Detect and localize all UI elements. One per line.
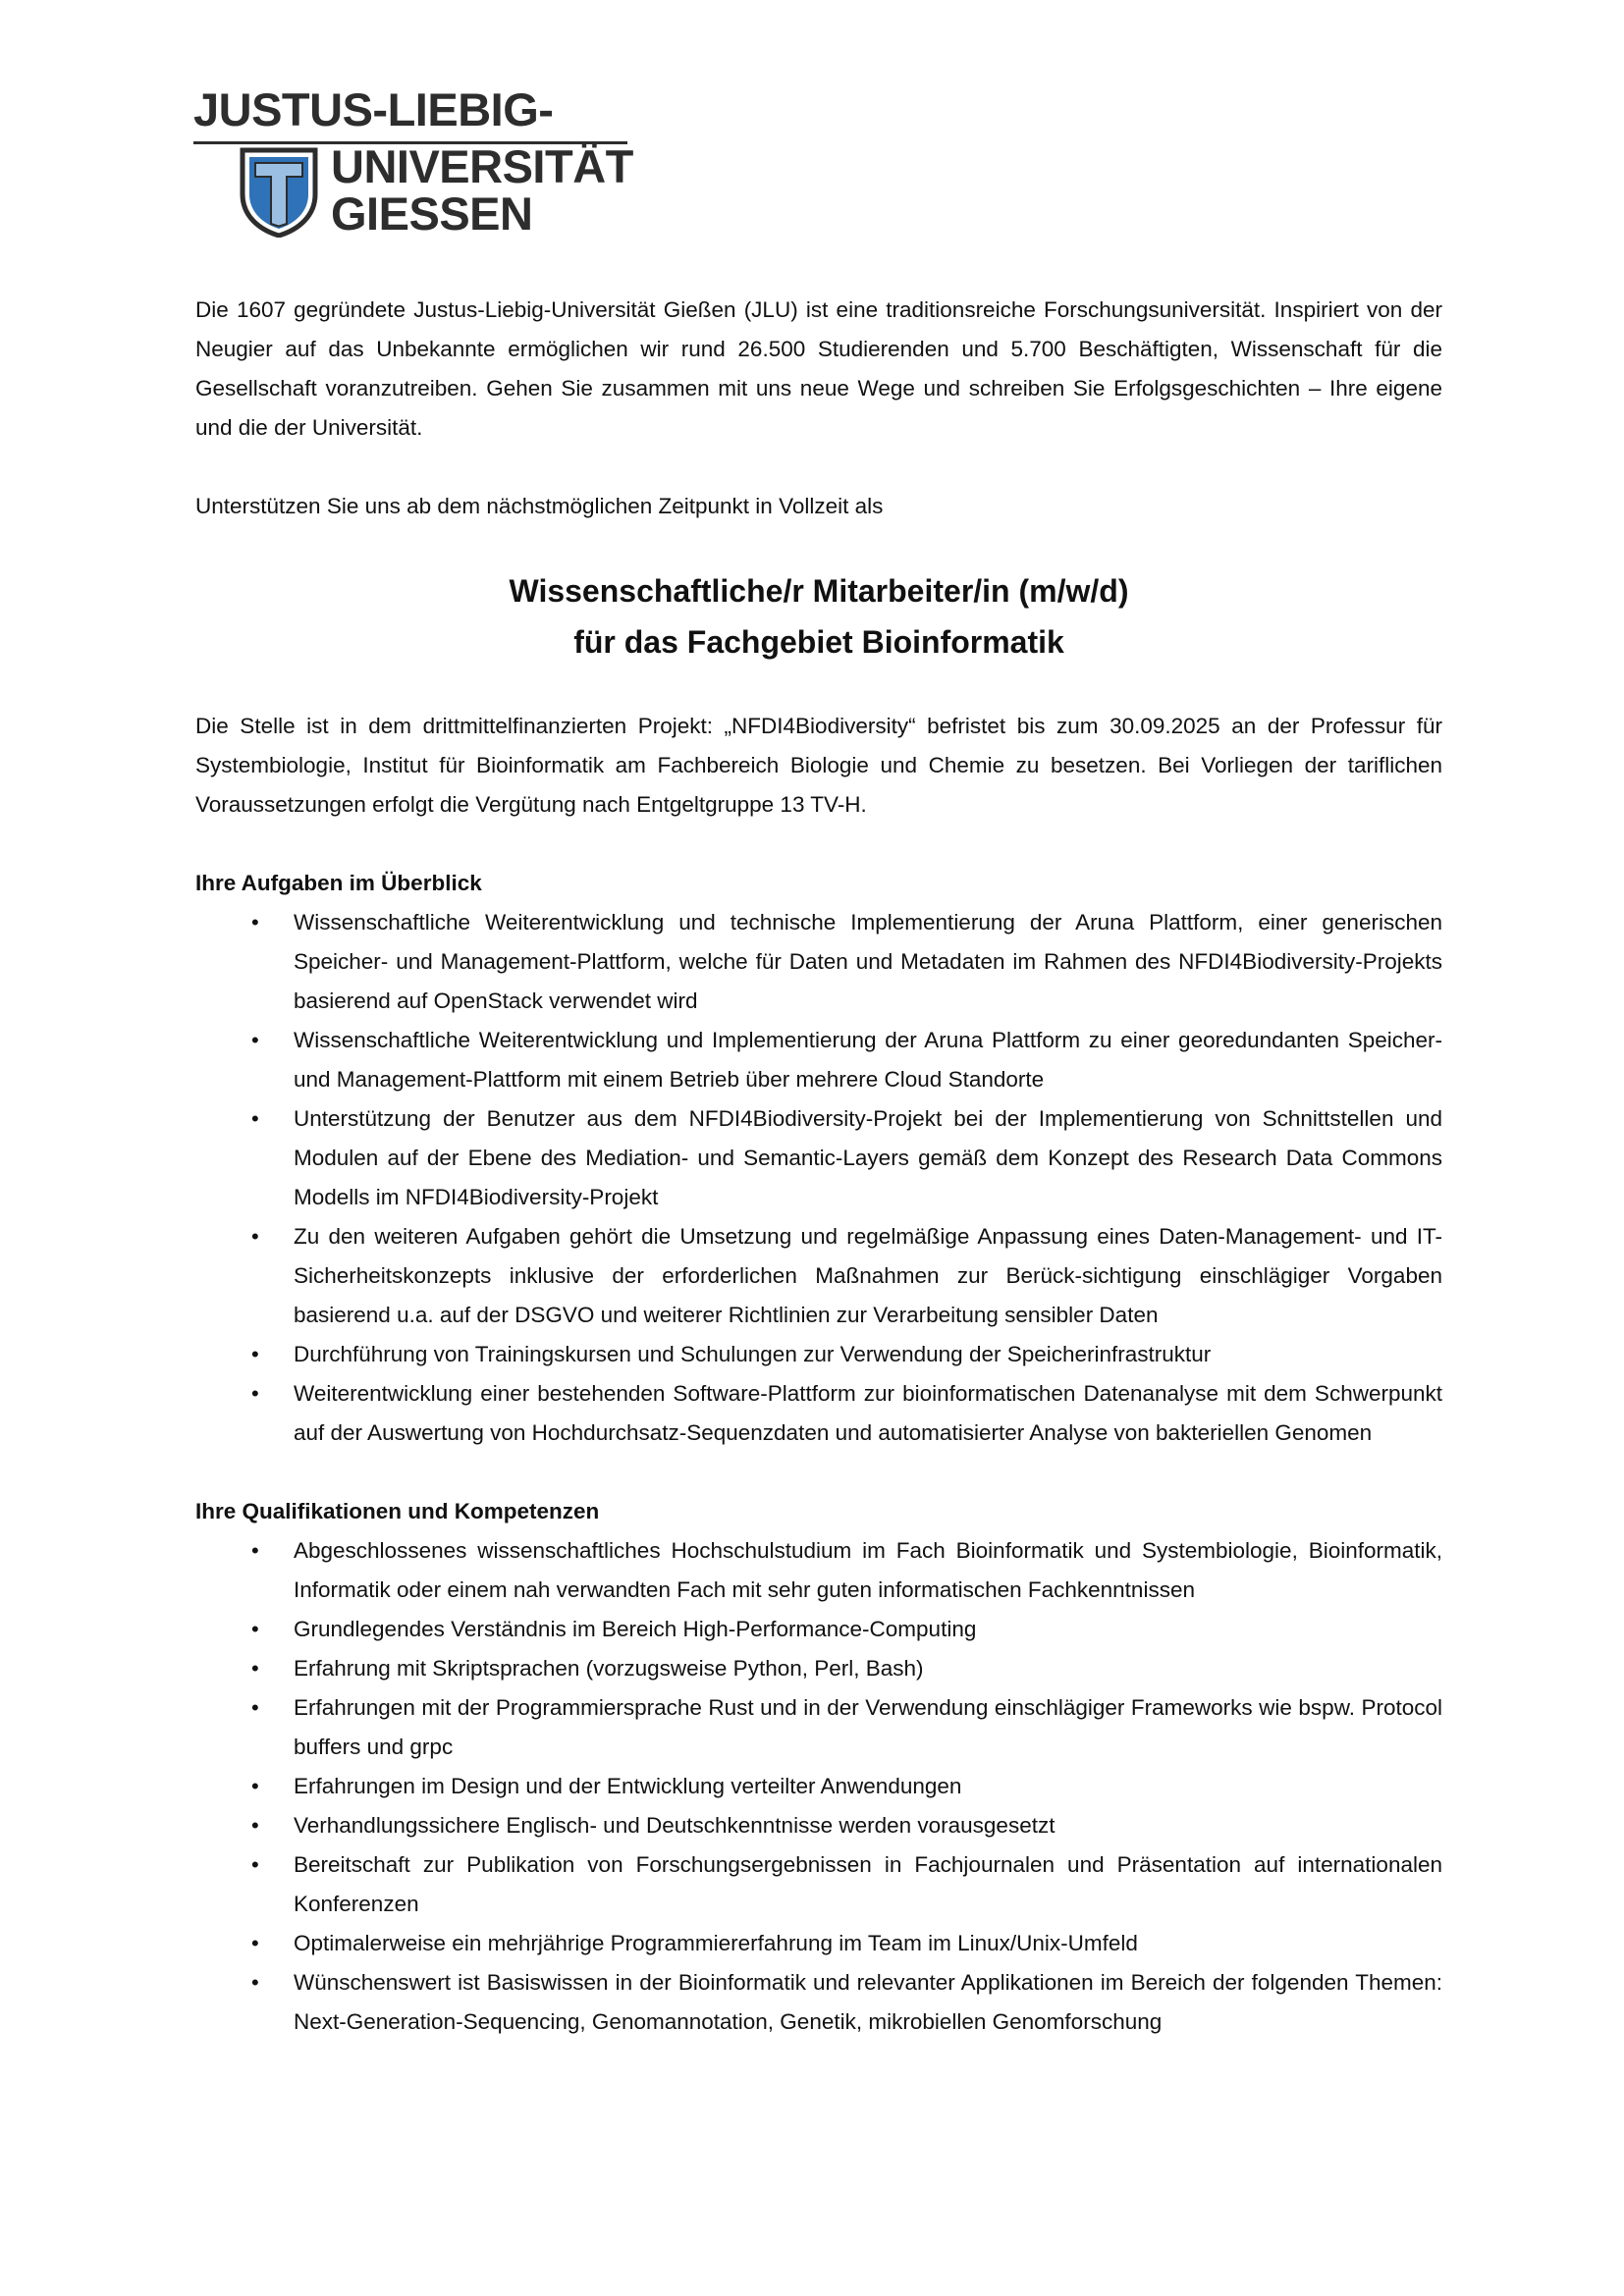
bullet-icon: •	[251, 1342, 259, 1366]
list-item	[195, 903, 1442, 1021]
list-item	[195, 1099, 1442, 1217]
list-item	[195, 1374, 1442, 1453]
logo-line-1: JUSTUS-LIEBIG-	[193, 83, 554, 135]
bullet-icon: •	[251, 1538, 259, 1563]
tasks-heading: Ihre Aufgaben im Überblick	[195, 871, 482, 895]
job-posting-body	[195, 291, 1442, 2042]
list-item	[195, 1806, 1442, 1845]
list-item	[195, 1610, 1442, 1649]
bullet-icon: •	[251, 1028, 259, 1052]
list-item-text: Wünschenswert ist Basiswissen in der Bioinformatik und relevanter Applikationen im Bereich der folgenden Themen: Next-Generation-Sequencing, Genomannotation, Genetik, mikrobiellen Genomforschung	[294, 1970, 1442, 2034]
bullet-icon: •	[251, 1931, 259, 1955]
job-title-line-1: Wissenschaftliche/r Mitarbeiter/in (m/w/d)	[509, 573, 1129, 609]
bullet-icon: •	[251, 1852, 259, 1877]
qualifications-list	[195, 1531, 1442, 2042]
position-details-paragraph: Die Stelle ist in dem drittmittelfinanzierten Projekt: „NFDI4Biodiversity“ befristet bis zum 30.09.2025 an der Professur für Systembiologie, Institut für Bioinformatik am Fachbereich Biologie und Chemie zu besetzen. Bei Vorliegen der tariflichen Voraussetzungen erfolgt die Vergütung nach Entgeltgruppe 13 TV-H.	[195, 714, 1442, 817]
list-item	[195, 1021, 1442, 1099]
job-title	[195, 565, 1442, 667]
bullet-icon: •	[251, 1656, 259, 1681]
list-item-text: Verhandlungssichere Englisch- und Deutschkenntnisse werden vorausgesetzt	[294, 1813, 1056, 1838]
tasks-list	[195, 903, 1442, 1453]
list-item-text: Bereitschaft zur Publikation von Forschungsergebnissen in Fachjournalen und Präsentation auf internationalen Konferenzen	[294, 1852, 1442, 1916]
job-title-line-2: für das Fachgebiet Bioinformatik	[573, 624, 1064, 660]
list-item	[195, 1649, 1442, 1688]
list-item-text: Unterstützung der Benutzer aus dem NFDI4Biodiversity-Projekt bei der Implementierung von Schnittstellen und Modulen auf der Ebene des Mediation- und Semantic-Layers gemäß dem Konzept des Research Data Commons Modells im NFDI4Biodiversity-Projekt	[294, 1106, 1442, 1209]
list-item-text: Erfahrung mit Skriptsprachen (vorzugsweise Python, Perl, Bash)	[294, 1656, 924, 1681]
list-item	[195, 1217, 1442, 1335]
university-logo	[193, 84, 635, 251]
bullet-icon: •	[251, 1617, 259, 1641]
bullet-icon: •	[251, 1224, 259, 1249]
support-sentence: Unterstützen Sie uns ab dem nächstmöglichen Zeitpunkt in Vollzeit als	[195, 494, 884, 518]
list-item-text: Durchführung von Trainingskursen und Schulungen zur Verwendung der Speicherinfrastruktur	[294, 1342, 1212, 1366]
logo-line-3: GIESSEN	[331, 187, 533, 240]
list-item	[195, 1767, 1442, 1806]
list-item-text: Abgeschlossenes wissenschaftliches Hochschulstudium im Fach Bioinformatik und Systembiologie, Bioinformatik, Informatik oder einem nah verwandten Fach mit sehr guten informatischen Fachkenntnissen	[294, 1538, 1442, 1602]
list-item-text: Erfahrungen mit der Programmiersprache Rust und in der Verwendung einschlägiger Frameworks wie bspw. Protocol buffers und grpc	[294, 1695, 1442, 1759]
intro-paragraph: Die 1607 gegründete Justus-Liebig-Universität Gießen (JLU) ist eine traditionsreiche Forschungsuniversität. Inspiriert von der Neugier auf das Unbekannte ermöglichen wir rund 26.500 Studierenden und 5.700 Beschäftigten, Wissenschaft für die Gesellschaft voranzutreiben. Gehen Sie zusammen mit uns neue Wege und schreiben Sie Erfolgsgeschichten – Ihre eigene und die der Universität.	[195, 297, 1442, 440]
list-item	[195, 1335, 1442, 1374]
list-item-text: Wissenschaftliche Weiterentwicklung und technische Implementierung der Aruna Plattform, einer generischen Speicher- und Management-Plattform, welche für Daten und Metadaten im Rahmen des NFDI4Biodiversity-Projekts basierend auf OpenStack verwendet wird	[294, 910, 1442, 1013]
list-item	[195, 1924, 1442, 1963]
qualifications-heading: Ihre Qualifikationen und Kompetenzen	[195, 1499, 600, 1523]
bullet-icon: •	[251, 1695, 259, 1720]
bullet-icon: •	[251, 1774, 259, 1798]
list-item	[195, 1963, 1442, 2042]
list-item	[195, 1845, 1442, 1924]
shield-icon	[240, 147, 318, 238]
list-item-text: Wissenschaftliche Weiterentwicklung und Implementierung der Aruna Plattform zu einer georedundanten Speicher- und Management-Plattform mit einem Betrieb über mehrere Cloud Standorte	[294, 1028, 1442, 1092]
logo-line-2: UNIVERSITÄT	[331, 140, 633, 192]
list-item-text: Optimalerweise ein mehrjährige Programmiererfahrung im Team im Linux/Unix-Umfeld	[294, 1931, 1138, 1955]
bullet-icon: •	[251, 1381, 259, 1406]
list-item-text: Zu den weiteren Aufgaben gehört die Umsetzung und regelmäßige Anpassung eines Daten-Management- und IT-Sicherheitskonzepts inklusive der erforderlichen Maßnahmen zur Berück-sichtigung einschlägiger Vorgaben basierend u.a. auf der DSGVO und weiterer Richtlinien zur Verarbeitung sensibler Daten	[294, 1224, 1442, 1327]
bullet-icon: •	[251, 1970, 259, 1995]
bullet-icon: •	[251, 1813, 259, 1838]
list-item-text: Grundlegendes Verständnis im Bereich High-Performance-Computing	[294, 1617, 977, 1641]
list-item-text: Weiterentwicklung einer bestehenden Software-Plattform zur bioinformatischen Datenanalyse mit dem Schwerpunkt auf der Auswertung von Hochdurchsatz-Sequenzdaten und automatisierter Analyse von bakteriellen Genomen	[294, 1381, 1442, 1445]
list-item	[195, 1531, 1442, 1610]
bullet-icon: •	[251, 1106, 259, 1131]
bullet-icon: •	[251, 910, 259, 934]
list-item-text: Erfahrungen im Design und der Entwicklung verteilter Anwendungen	[294, 1774, 962, 1798]
list-item	[195, 1688, 1442, 1767]
